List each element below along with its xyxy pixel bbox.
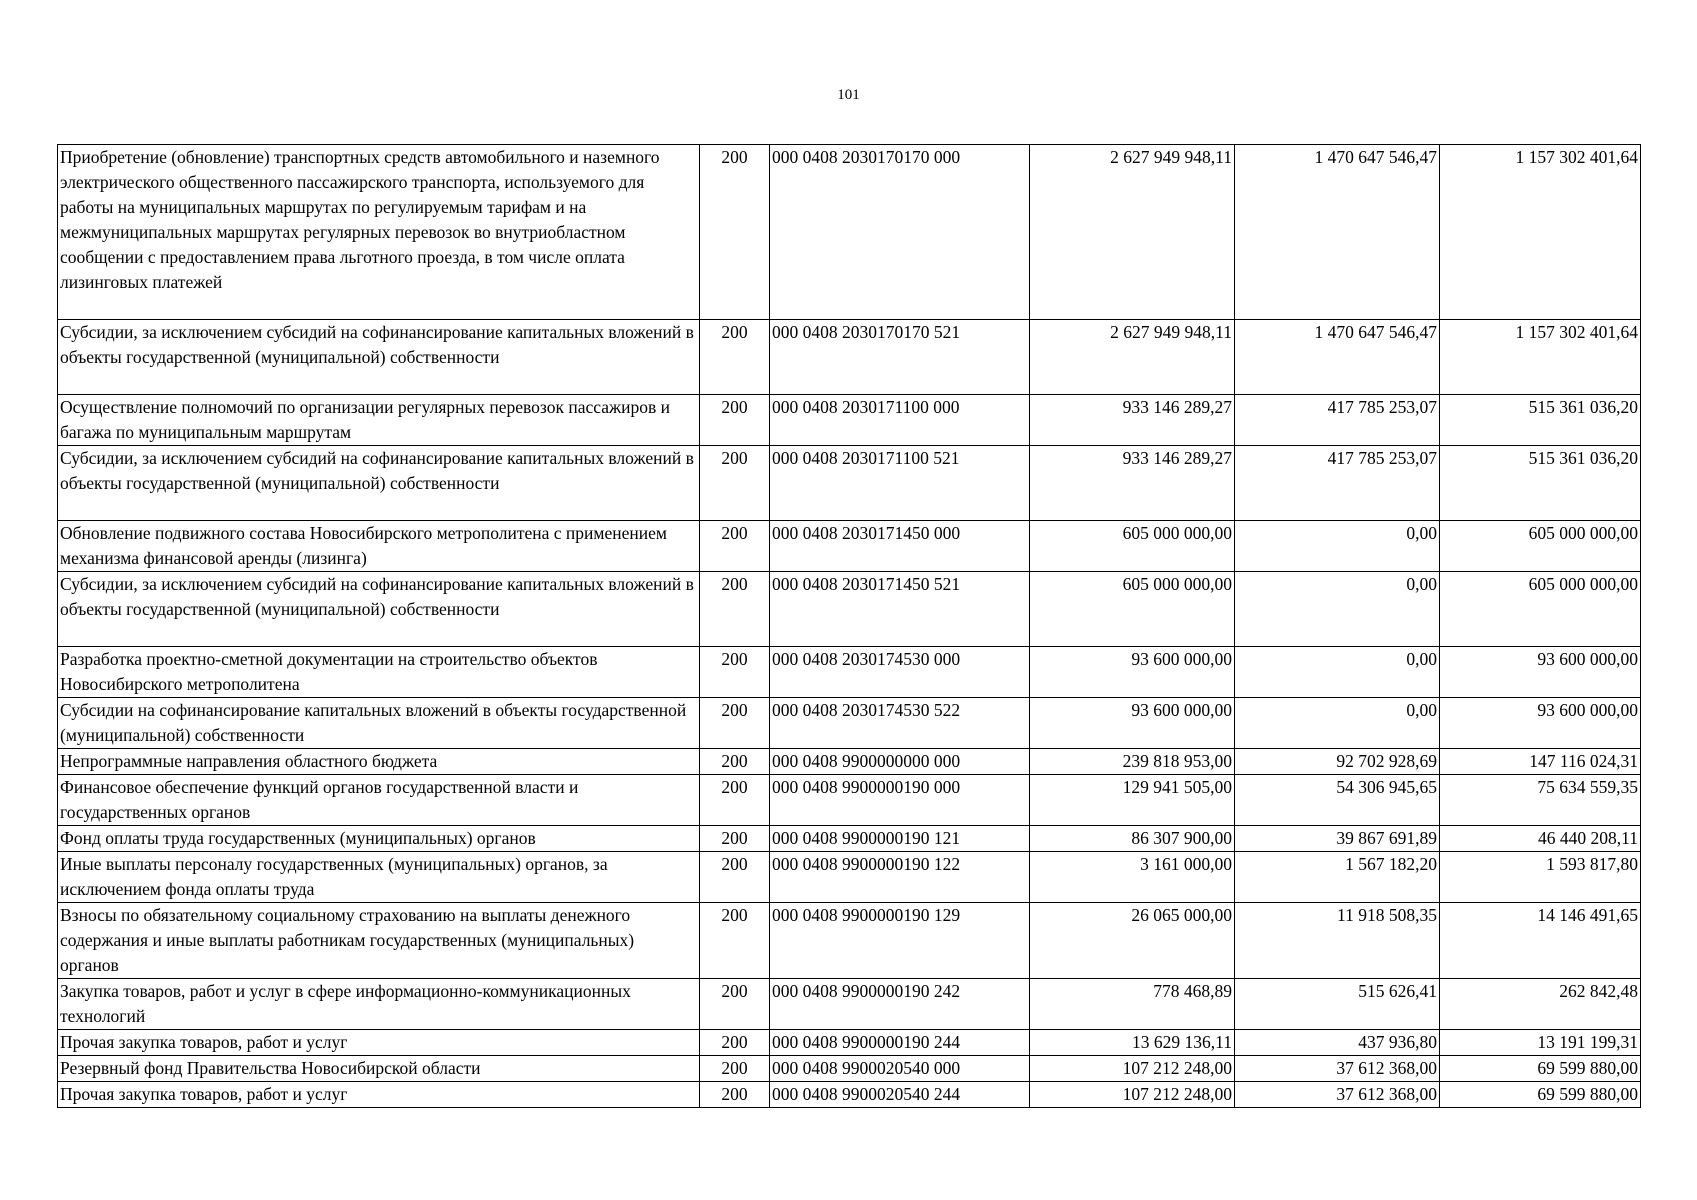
row-value-3: 13 191 199,31	[1440, 1030, 1641, 1056]
row-value-2: 1 470 647 546,47	[1235, 145, 1440, 320]
row-value-2: 37 612 368,00	[1235, 1082, 1440, 1108]
row-value-1: 933 146 289,27	[1030, 446, 1235, 521]
row-value-1: 93 600 000,00	[1030, 647, 1235, 698]
row-code: 200	[700, 749, 770, 775]
table-row	[58, 320, 1641, 395]
row-value-1: 86 307 900,00	[1030, 826, 1235, 852]
row-code: 200	[700, 145, 770, 320]
row-value-3: 69 599 880,00	[1440, 1056, 1641, 1082]
row-name: Осуществление полномочий по организации регулярных перевозок пассажиров и багажа по муниципальным маршрутам	[58, 395, 700, 446]
row-value-3: 605 000 000,00	[1440, 521, 1641, 572]
row-name: Фонд оплаты труда государственных (муниципальных) органов	[58, 826, 700, 852]
row-kbk: 000 0408 2030174530 522	[770, 698, 1030, 749]
row-value-2: 1 470 647 546,47	[1235, 320, 1440, 395]
row-value-2: 0,00	[1235, 647, 1440, 698]
row-kbk: 000 0408 9900000190 000	[770, 775, 1030, 826]
row-value-1: 3 161 000,00	[1030, 852, 1235, 903]
row-value-3: 93 600 000,00	[1440, 647, 1641, 698]
row-code: 200	[700, 775, 770, 826]
row-name: Субсидии, за исключением субсидий на софинансирование капитальных вложений в объекты государственной (муниципальной) собственности	[58, 320, 700, 395]
budget-table	[57, 144, 1641, 1108]
row-kbk: 000 0408 2030171450 521	[770, 572, 1030, 647]
table-row	[58, 572, 1641, 647]
table-row	[58, 1030, 1641, 1056]
row-value-3: 75 634 559,35	[1440, 775, 1641, 826]
table-row	[58, 749, 1641, 775]
table-row	[58, 1082, 1641, 1108]
table-row	[58, 395, 1641, 446]
row-name: Разработка проектно-сметной документации на строительство объектов Новосибирского метрополитена	[58, 647, 700, 698]
row-value-3: 1 157 302 401,64	[1440, 320, 1641, 395]
row-name: Субсидии на софинансирование капитальных вложений в объекты государственной (муниципальной) собственности	[58, 698, 700, 749]
row-kbk: 000 0408 2030170170 000	[770, 145, 1030, 320]
row-value-1: 239 818 953,00	[1030, 749, 1235, 775]
row-value-2: 0,00	[1235, 521, 1440, 572]
row-value-1: 13 629 136,11	[1030, 1030, 1235, 1056]
row-code: 200	[700, 979, 770, 1030]
table-row	[58, 775, 1641, 826]
table-row	[58, 521, 1641, 572]
table-row	[58, 852, 1641, 903]
row-value-1: 605 000 000,00	[1030, 572, 1235, 647]
table-row	[58, 647, 1641, 698]
row-value-2: 437 936,80	[1235, 1030, 1440, 1056]
table-row	[58, 145, 1641, 320]
table-row	[58, 446, 1641, 521]
row-kbk: 000 0408 2030174530 000	[770, 647, 1030, 698]
row-name: Прочая закупка товаров, работ и услуг	[58, 1082, 700, 1108]
row-value-3: 1 593 817,80	[1440, 852, 1641, 903]
row-value-1: 2 627 949 948,11	[1030, 145, 1235, 320]
row-code: 200	[700, 395, 770, 446]
row-code: 200	[700, 572, 770, 647]
row-kbk: 000 0408 9900000190 122	[770, 852, 1030, 903]
row-name: Обновление подвижного состава Новосибирского метрополитена с применением механизма финансовой аренды (лизинга)	[58, 521, 700, 572]
row-name: Иные выплаты персоналу государственных (муниципальных) органов, за исключением фонда оплаты труда	[58, 852, 700, 903]
row-value-2: 0,00	[1235, 572, 1440, 647]
row-value-2: 1 567 182,20	[1235, 852, 1440, 903]
row-name: Резервный фонд Правительства Новосибирской области	[58, 1056, 700, 1082]
row-kbk: 000 0408 9900000190 244	[770, 1030, 1030, 1056]
row-value-2: 92 702 928,69	[1235, 749, 1440, 775]
row-value-3: 1 157 302 401,64	[1440, 145, 1641, 320]
row-value-1: 605 000 000,00	[1030, 521, 1235, 572]
row-kbk: 000 0408 2030171100 521	[770, 446, 1030, 521]
row-value-3: 147 116 024,31	[1440, 749, 1641, 775]
row-code: 200	[700, 521, 770, 572]
row-name: Субсидии, за исключением субсидий на софинансирование капитальных вложений в объекты государственной (муниципальной) собственности	[58, 446, 700, 521]
row-value-3: 515 361 036,20	[1440, 446, 1641, 521]
row-code: 200	[700, 698, 770, 749]
row-code: 200	[700, 1056, 770, 1082]
row-value-2: 417 785 253,07	[1235, 395, 1440, 446]
row-value-3: 93 600 000,00	[1440, 698, 1641, 749]
row-value-1: 107 212 248,00	[1030, 1082, 1235, 1108]
row-value-1: 93 600 000,00	[1030, 698, 1235, 749]
row-name: Прочая закупка товаров, работ и услуг	[58, 1030, 700, 1056]
row-kbk: 000 0408 2030171100 000	[770, 395, 1030, 446]
row-kbk: 000 0408 9900020540 000	[770, 1056, 1030, 1082]
row-value-3: 69 599 880,00	[1440, 1082, 1641, 1108]
row-kbk: 000 0408 9900000190 242	[770, 979, 1030, 1030]
row-kbk: 000 0408 2030170170 521	[770, 320, 1030, 395]
row-code: 200	[700, 446, 770, 521]
row-name: Приобретение (обновление) транспортных средств автомобильного и наземного электрического общественного пассажирского транспорта, используемого для работы на муниципальных маршрутах по регулируемым тарифам и на межмуниципальных маршрутах регулярных перевозок во внутриобластном сообщении с предоставлением права льготного проезда, в том числе оплата лизинговых платежей	[58, 145, 700, 320]
row-kbk: 000 0408 9900000190 121	[770, 826, 1030, 852]
row-name: Взносы по обязательному социальному страхованию на выплаты денежного содержания и иные выплаты работникам государственных (муниципальных) органов	[58, 903, 700, 979]
row-name: Финансовое обеспечение функций органов государственной власти и государственных органов	[58, 775, 700, 826]
row-kbk: 000 0408 9900000000 000	[770, 749, 1030, 775]
row-code: 200	[700, 903, 770, 979]
row-value-1: 2 627 949 948,11	[1030, 320, 1235, 395]
row-kbk: 000 0408 9900000190 129	[770, 903, 1030, 979]
row-value-2: 37 612 368,00	[1235, 1056, 1440, 1082]
row-value-2: 0,00	[1235, 698, 1440, 749]
row-value-3: 515 361 036,20	[1440, 395, 1641, 446]
row-value-1: 26 065 000,00	[1030, 903, 1235, 979]
row-code: 200	[700, 1030, 770, 1056]
row-code: 200	[700, 1082, 770, 1108]
row-code: 200	[700, 852, 770, 903]
row-value-1: 107 212 248,00	[1030, 1056, 1235, 1082]
row-value-2: 54 306 945,65	[1235, 775, 1440, 826]
row-value-2: 515 626,41	[1235, 979, 1440, 1030]
row-name: Субсидии, за исключением субсидий на софинансирование капитальных вложений в объекты государственной (муниципальной) собственности	[58, 572, 700, 647]
row-value-2: 39 867 691,89	[1235, 826, 1440, 852]
row-code: 200	[700, 647, 770, 698]
row-kbk: 000 0408 9900020540 244	[770, 1082, 1030, 1108]
row-value-3: 14 146 491,65	[1440, 903, 1641, 979]
row-value-1: 933 146 289,27	[1030, 395, 1235, 446]
page-number: 101	[837, 87, 860, 103]
row-kbk: 000 0408 2030171450 000	[770, 521, 1030, 572]
table-row	[58, 979, 1641, 1030]
table-row	[58, 903, 1641, 979]
table-row	[58, 698, 1641, 749]
row-value-3: 605 000 000,00	[1440, 572, 1641, 647]
table-row	[58, 1056, 1641, 1082]
table-row	[58, 826, 1641, 852]
row-value-3: 262 842,48	[1440, 979, 1641, 1030]
row-value-2: 417 785 253,07	[1235, 446, 1440, 521]
row-value-1: 129 941 505,00	[1030, 775, 1235, 826]
row-name: Закупка товаров, работ и услуг в сфере информационно-коммуникационных технологий	[58, 979, 700, 1030]
row-code: 200	[700, 826, 770, 852]
row-code: 200	[700, 320, 770, 395]
row-value-2: 11 918 508,35	[1235, 903, 1440, 979]
row-value-3: 46 440 208,11	[1440, 826, 1641, 852]
row-value-1: 778 468,89	[1030, 979, 1235, 1030]
row-name: Непрограммные направления областного бюджета	[58, 749, 700, 775]
